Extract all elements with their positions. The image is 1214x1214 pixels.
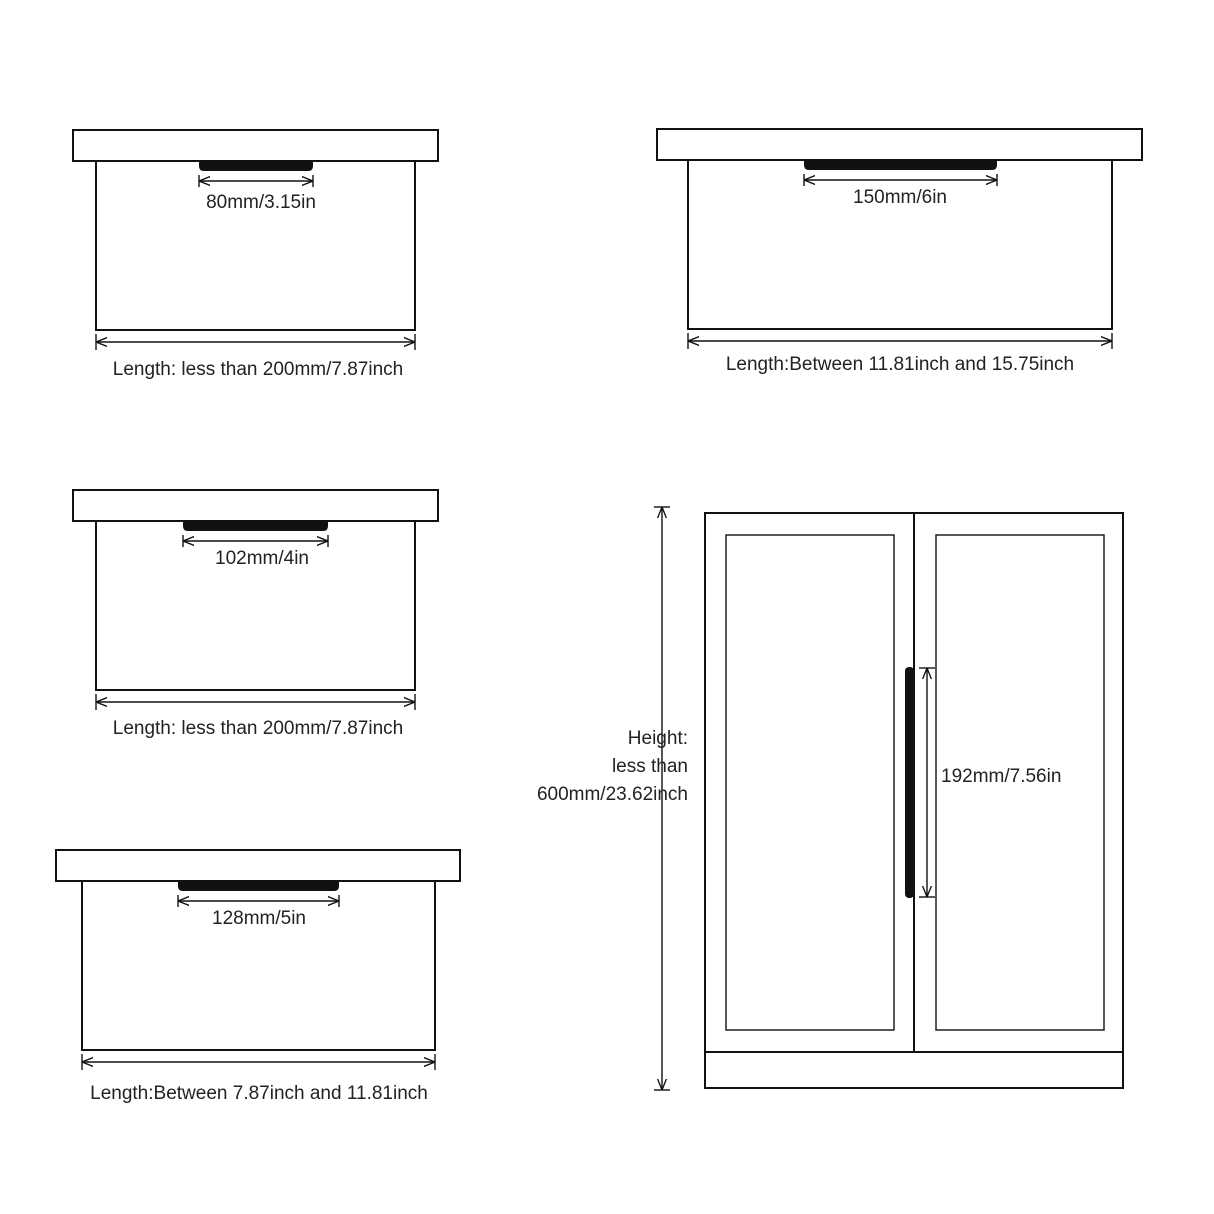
handle-size-label: 102mm/4in <box>215 548 309 569</box>
handle-size-label: 192mm/7.56in <box>941 766 1062 787</box>
drawer-diagram-4 <box>56 850 460 1104</box>
drawer-top-panel <box>73 490 438 521</box>
cabinet-diagram <box>537 507 1123 1090</box>
drawer-handle <box>183 521 328 531</box>
length-label: Length:Between 11.81inch and 15.75inch <box>725 354 1075 375</box>
drawer-body <box>96 521 415 690</box>
drawer-top-panel <box>657 129 1142 160</box>
drawer-top-panel <box>56 850 460 881</box>
length-label: Length: less than 200mm/7.87inch <box>112 718 404 739</box>
drawer-diagram-3 <box>73 490 438 739</box>
height-label-line-1: Height: <box>627 728 688 749</box>
drawer-body <box>688 160 1112 329</box>
drawer-handle <box>199 161 313 171</box>
length-label: Length:Between 7.87inch and 11.81inch <box>90 1083 428 1104</box>
drawer-body <box>96 161 415 330</box>
drawer-handle <box>178 881 339 891</box>
drawer-handle <box>804 160 997 170</box>
cabinet-handle <box>905 667 914 898</box>
height-label-line-3: 600mm/23.62inch <box>536 784 688 805</box>
handle-size-label: 128mm/5in <box>212 908 306 929</box>
drawer-body <box>82 881 435 1050</box>
drawer-diagram-2 <box>657 129 1142 375</box>
drawer-top-panel <box>73 130 438 161</box>
height-label-line-2: less than <box>611 756 688 777</box>
handle-size-label: 80mm/3.15in <box>206 192 316 213</box>
drawer-diagram-1 <box>73 130 438 380</box>
length-label: Length: less than 200mm/7.87inch <box>112 359 404 380</box>
handle-size-label: 150mm/6in <box>853 187 947 208</box>
left-door-panel <box>726 535 894 1030</box>
